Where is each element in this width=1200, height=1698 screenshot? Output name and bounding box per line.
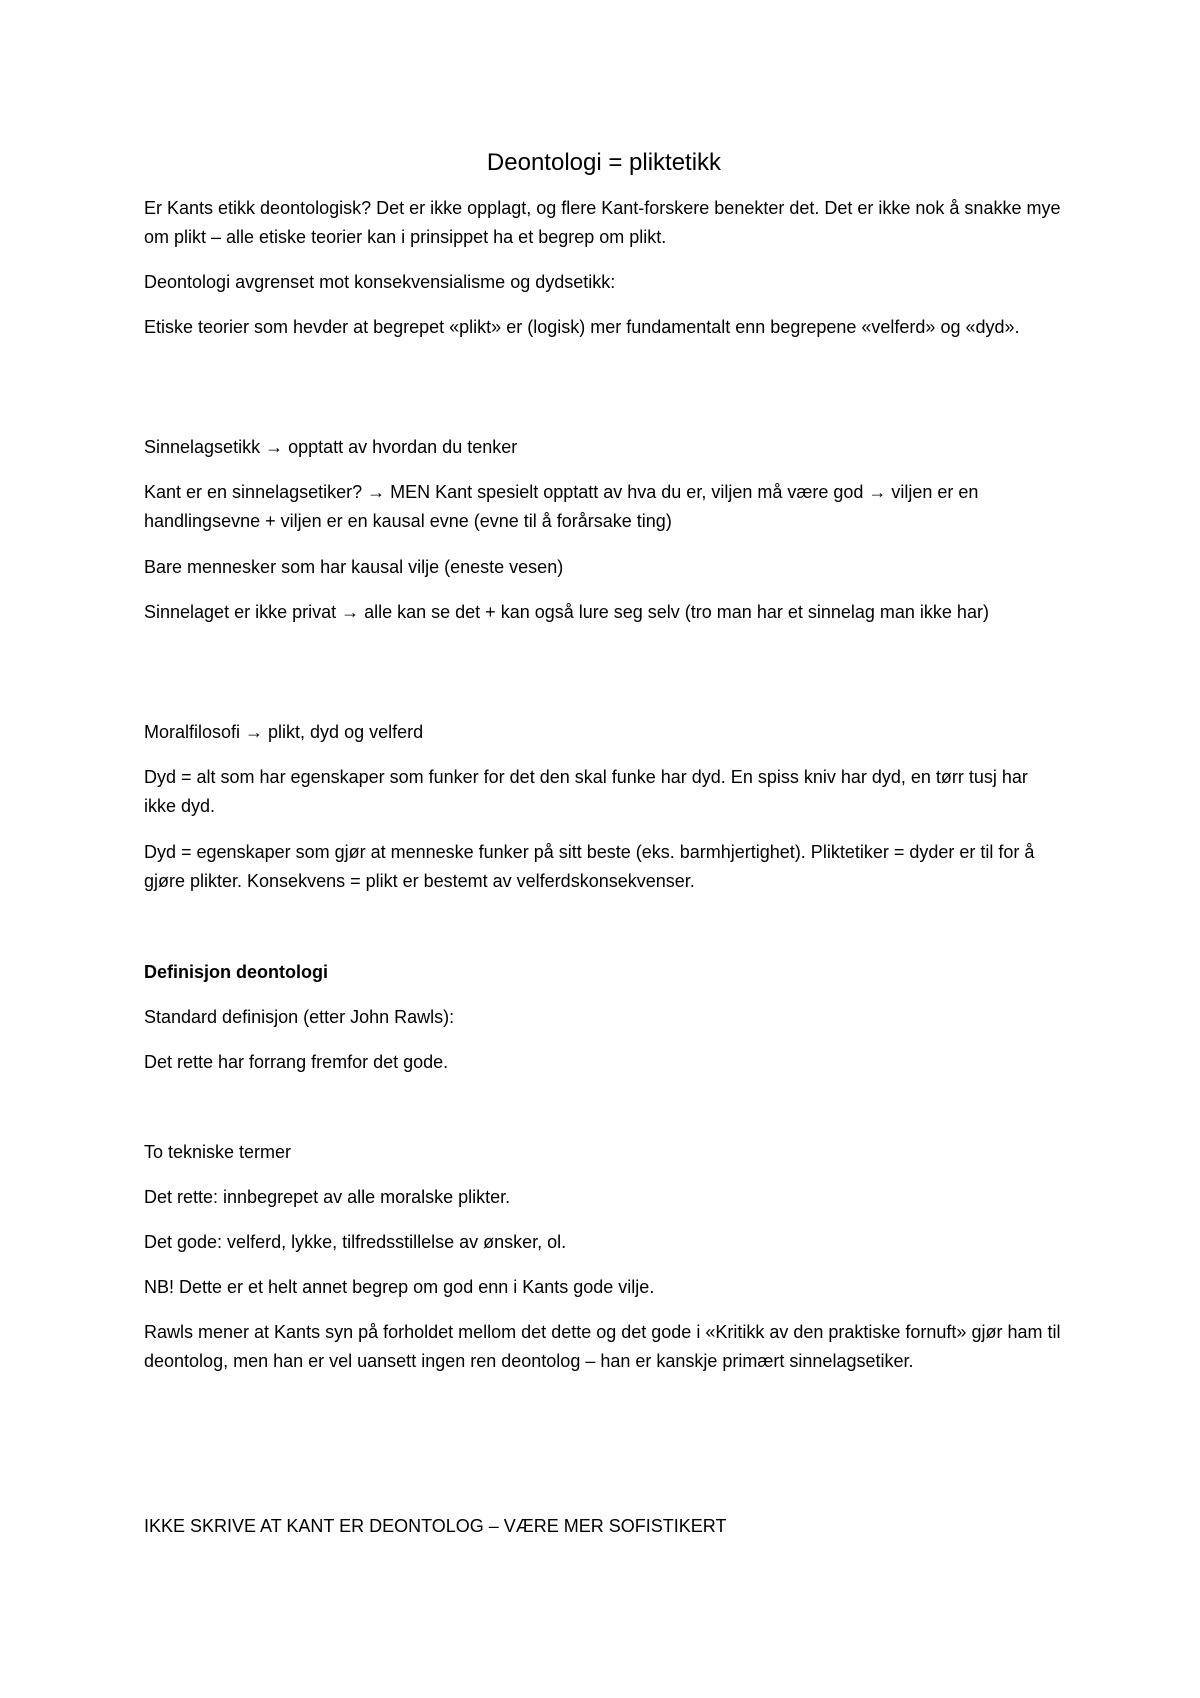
paragraph-dyd-2: Dyd = egenskaper som gjør at menneske funker på sitt beste (eks. barmhjertighet). Pliktetiker = dyder er til for å gjøre plikter. Konsekvens = plikt er bestemt av velferdskonsekvenser. <box>144 842 1035 891</box>
paragraph-kant-sinnelagsetiker: Kant er en sinnelagsetiker? → MEN Kant spesielt opptatt av hva du er, viljen må være god → viljen er en handlingsevne + viljen er en kausal evne (evne til å forårsake ting) <box>144 482 979 531</box>
heading-definisjon-deontologi: Definisjon deontologi <box>144 962 328 982</box>
document-title: Deontologi = pliktetikk <box>486 149 722 176</box>
paragraph-det-gode: Det gode: velferd, lykke, tilfredsstillelse av ønsker, ol. <box>144 1232 567 1252</box>
paragraph-standard-definisjon: Standard definisjon (etter John Rawls): <box>144 1007 455 1027</box>
paragraph-avgrenset: Deontologi avgrenset mot konsekvensialisme og dydsetikk: <box>144 272 616 292</box>
paragraph-moralfilosofi: Moralfilosofi → plikt, dyd og velferd <box>144 722 424 742</box>
paragraph-det-rette: Det rette: innbegrepet av alle moralske plikter. <box>144 1187 511 1207</box>
paragraph-dyd-1: Dyd = alt som har egenskaper som funker for det den skal funke har dyd. En spiss kniv har dyd, en tørr tusj har ikke dyd. <box>144 767 1028 816</box>
paragraph-det-rette-forrang: Det rette har forrang fremfor det gode. <box>144 1052 449 1072</box>
paragraph-rawls-mener: Rawls mener at Kants syn på forholdet mellom det dette og det gode i «Kritikk av den praktiske fornuft» gjør ham til deontolog, men han er vel uansett ingen ren deontolog – han er kanskje primært sinnelagsetiker. <box>144 1322 1061 1371</box>
paragraph-tekniske-termer: To tekniske termer <box>144 1142 292 1162</box>
paragraph-sinnelagsetikk: Sinnelagsetikk → opptatt av hvordan du tenker <box>144 437 518 457</box>
paragraph-ikke-skrive: IKKE SKRIVE AT KANT ER DEONTOLOG – VÆRE MER SOFISTIKERT <box>144 1516 727 1536</box>
document-page <box>144 0 1064 1698</box>
paragraph-nb: NB! Dette er et helt annet begrep om god enn i Kants gode vilje. <box>144 1277 655 1297</box>
paragraph-sinnelaget-privat: Sinnelaget er ikke privat → alle kan se det + kan også lure seg selv (tro man har et sinnelag man ikke har) <box>144 602 989 622</box>
paragraph-bare-mennesker: Bare mennesker som har kausal vilje (eneste vesen) <box>144 557 564 577</box>
paragraph-kant-deontologisk: Er Kants etikk deontologisk? Det er ikke opplagt, og flere Kant-forskere benekter det. Det er ikke nok å snakke mye om plikt – alle etiske teorier kan i prinsippet ha et begrep om plikt. <box>144 198 1061 247</box>
paragraph-etiske-teorier: Etiske teorier som hevder at begrepet «plikt» er (logisk) mer fundamentalt enn begrepene «velferd» og «dyd». <box>144 317 1020 337</box>
